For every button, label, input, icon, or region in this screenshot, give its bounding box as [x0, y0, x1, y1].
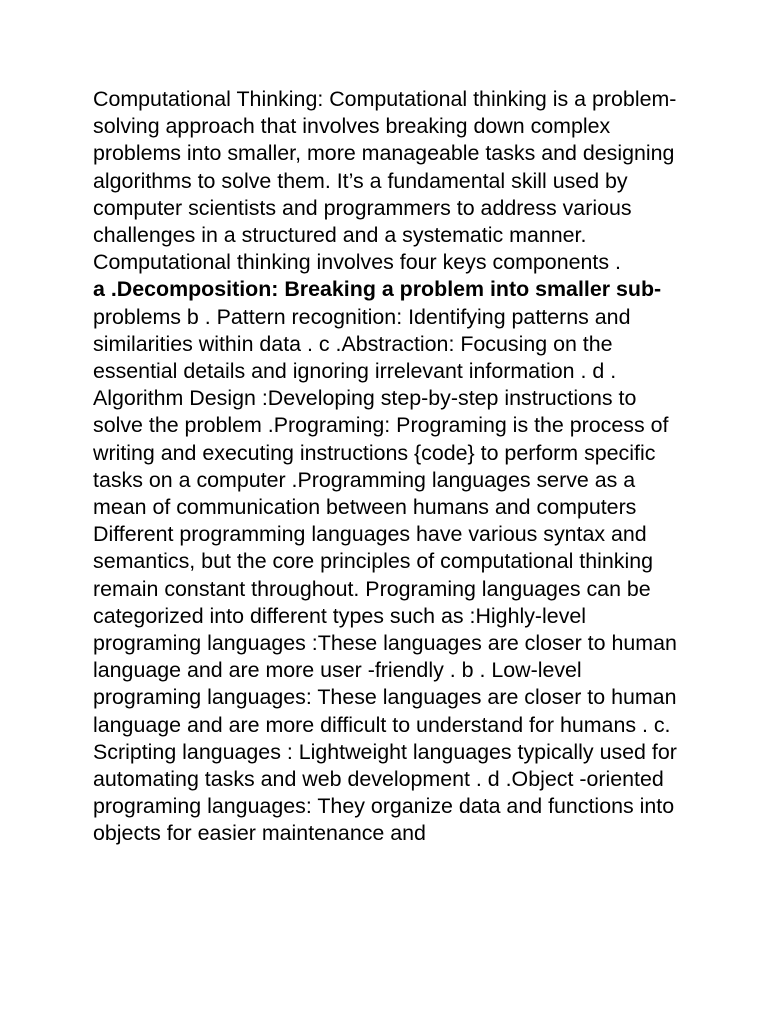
- body-text: problems b . Pattern recognition: Identifying patterns and similarities within data . c .Abstraction: Focusing on the essential details and ignoring irrelevant information . d . Algorithm Design :Developing step-by-step instructions to solve the problem .Programing: Programing is the process of writing and executing instructions {code} to perform specific tasks on a computer .Programming languages serve as a mean of communication between humans and computers Different programming languages have various syntax and semantics, but the core principles of computational thinking remain constant throughout. Programing languages can be categorized into different types such as :Highly-level programing languages :These languages are closer to human language and are more user -friendly . b . Low-level programing languages: These languages are closer to human language and are more difficult to understand for humans . c. Scripting languages : Lightweight languages typically used for automating tasks and web development . d .Object -oriented programing languages: They organize data and functions into objects for easier maintenance and: [93, 304, 677, 846]
- decomposition-heading: a .Decomposition: Breaking a problem into smaller sub-: [93, 277, 662, 302]
- body-paragraph: [93, 276, 683, 847]
- document-page: [93, 86, 683, 848]
- intro-paragraph: Computational Thinking: Computational thinking is a problem-solving approach that involves breaking down complex problems into smaller, more manageable tasks and designing algorithms to solve them. It’s a fundamental skill used by computer scientists and programmers to address various challenges in a structured and a systematic manner. Computational thinking involves four keys components .: [93, 87, 677, 275]
